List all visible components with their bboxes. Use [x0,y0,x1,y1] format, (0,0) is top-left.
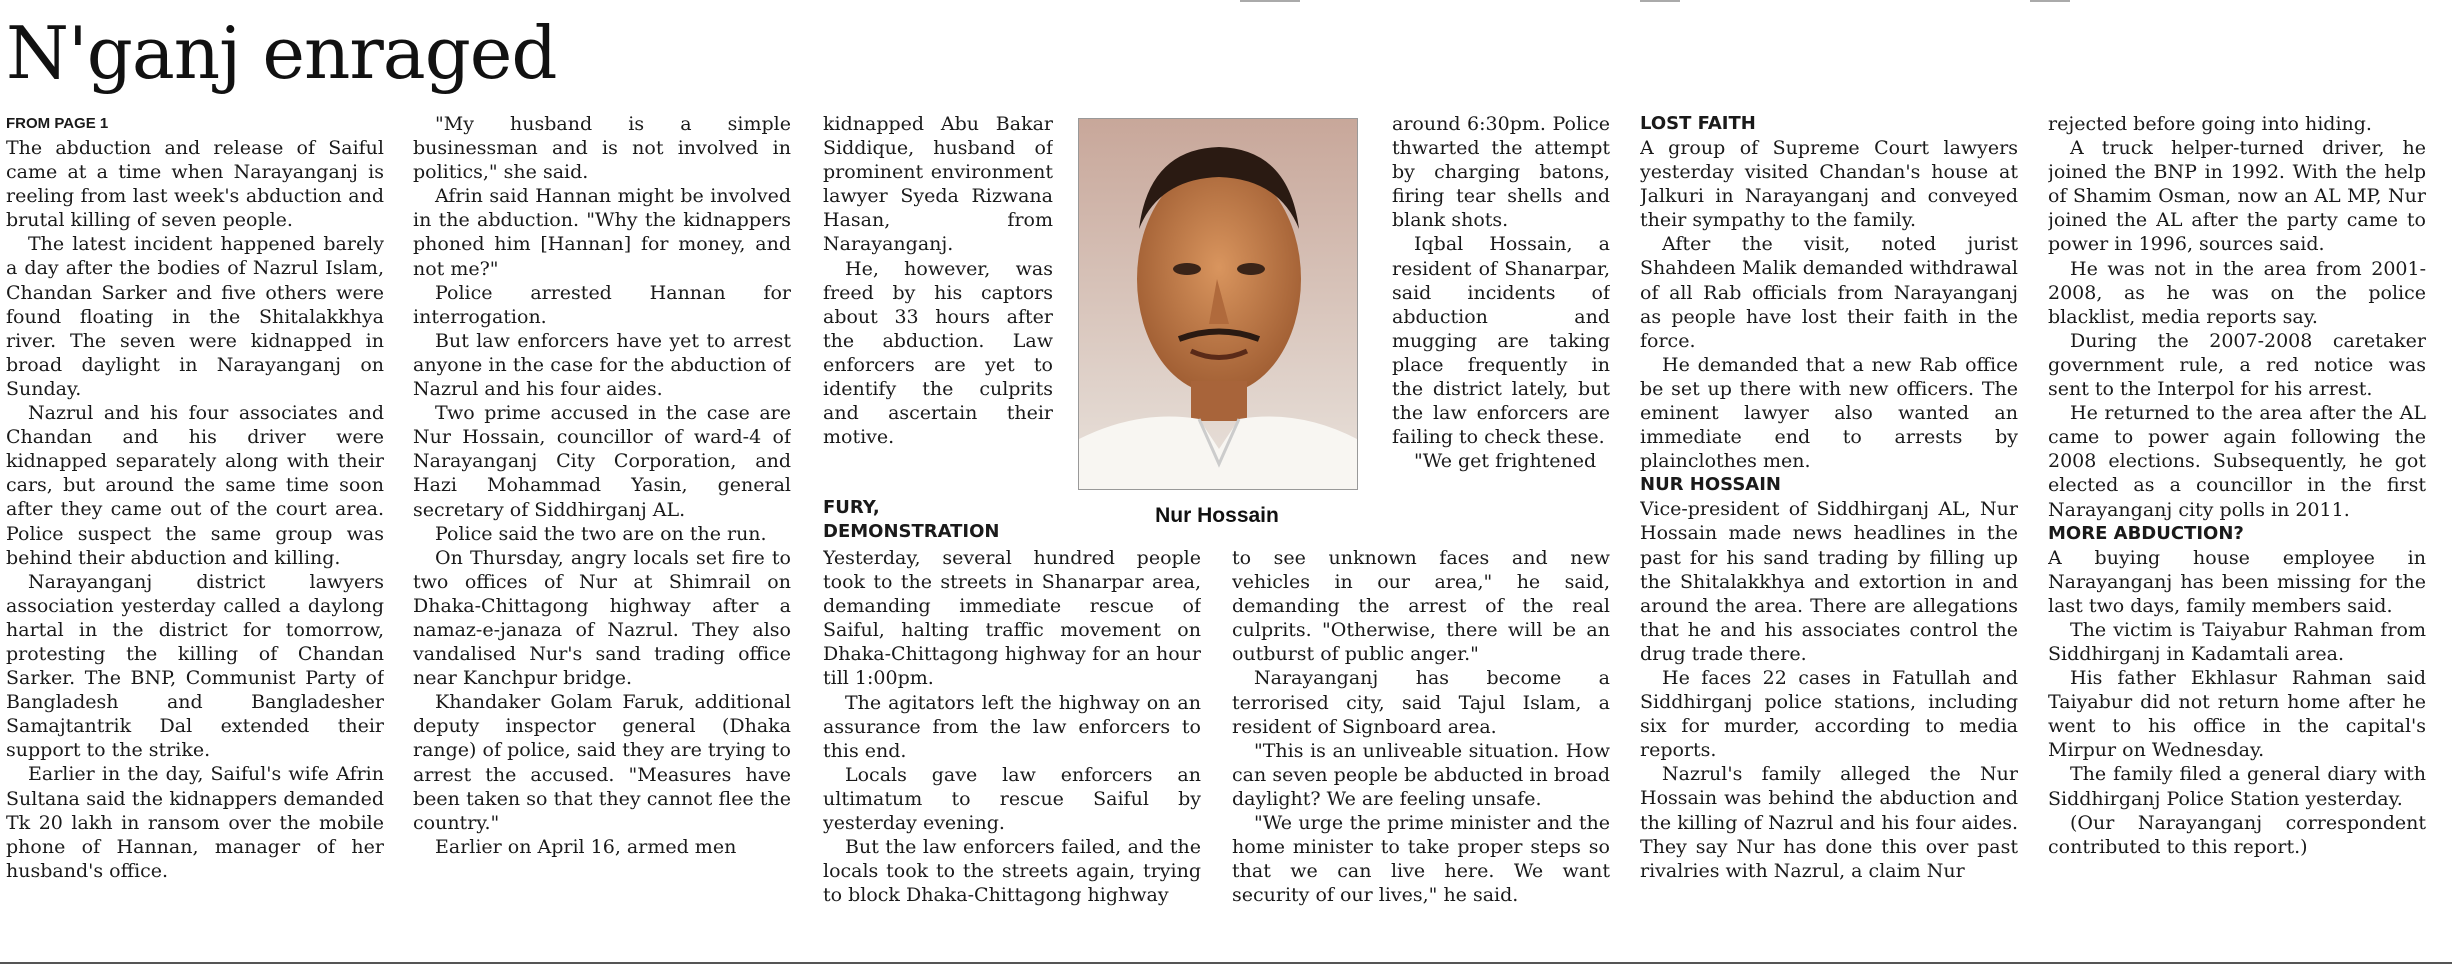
paragraph: (Our Narayanganj correspondent contributed to this report.) [2048,811,2426,858]
article-column-3-upper [823,112,1053,502]
article-column-3-lower [823,546,1201,907]
headline: N'ganj enraged [6,11,557,95]
subhead-lost-faith: LOST FAITH [1640,113,1756,134]
bottom-rule [0,962,2452,964]
paragraph: to see unknown faces and new vehicles in our area," he said, demanding the arrest of the real culprits. "Otherwise, there will be an outburst of public anger." [1232,547,1610,666]
paragraph: A buying house employee in Narayanganj has been missing for the last two days, family members said. [2048,546,2426,617]
paragraph: Afrin said Hannan might be involved in the abduction. "Why the kidnappers phoned him [Hannan] for money, and not me?" [413,185,791,280]
top-rule-fragment [1240,0,1300,2]
portrait-photo-icon [1079,119,1357,489]
top-rule-fragment [2030,0,2070,2]
paragraph: He was not in the area from 2001-2008, as he was on the police blacklist, media reports say. [2048,257,2426,328]
paragraph: Two prime accused in the case are Nur Hossain, councillor of ward-4 of Narayanganj City Corporation, and Hazi Mohammad Yasin, general secretary of Siddhirganj AL. [413,402,791,521]
paragraph: The abduction and release of Saiful came at a time when Narayanganj is reeling from last week's abduction and brutal killing of seven people. [6,137,384,232]
paragraph: A truck helper-turned driver, he joined the BNP in 1992. With the help of Shamim Osman, now an AL MP, Nur joined the AL after the party came to power in 1996, sources said. [2048,137,2426,256]
paragraph: The victim is Taiyabur Rahman from Siddhirganj in Kadamtali area. [2048,618,2426,665]
paragraph: Locals gave law enforcers an ultimatum to rescue Saiful by yesterday evening. [823,763,1201,835]
paragraph: Earlier in the day, Saiful's wife Afrin Sultana said the kidnappers demanded Tk 20 lakh in ransom over the mobile phone of Hannan, manager of her husband's office. [6,763,384,882]
paragraph: Earlier on April 16, armed men [435,835,737,858]
paragraph: He returned to the area after the AL came to power again following the 2008 elections. Subsequently, he got elected as a councillor in the first Narayanganj city polls in 2011. [2048,402,2426,521]
paragraph: During the 2007-2008 caretaker government rule, a red notice was sent to the Interpol for his arrest. [2048,329,2426,401]
article-column-4-lower [1232,546,1610,907]
photo-caption: Nur Hossain [1155,504,1279,527]
portrait-photo [1078,118,1358,490]
paragraph: On Thursday, angry locals set fire to two offices of Nur at Shimrail on Dhaka-Chittagong highway after a namaz-e-janaza of Nazrul. They also vandalised Nur's sand trading office near Kanchpur bridge. [413,546,791,690]
subhead-fury-demonstration: FURY, DEMONSTRATION [823,497,1000,542]
paragraph: He, however, was freed by his captors about 33 hours after the abduction. Law enforcers are yet to identify the culprits and ascertain their motive. [823,257,1053,449]
paragraph: The agitators left the highway on an assurance from the law enforcers to this end. [823,691,1201,762]
article-column-5 [1640,112,2018,883]
paragraph: The latest incident happened barely a day after the bodies of Nazrul Islam, Chandan Sarker and five others were found floating in the Shitalakkhya river. The seven were kidnapped in broad daylight in Narayanganj on Sunday. [6,233,384,400]
paragraph: rejected before going into hiding. [2048,113,2372,135]
paragraph: Khandaker Golam Faruk, additional deputy inspector general (Dhaka range) of police, said they are trying to arrest the accused. "Measures have been taken so that they cannot flee the country." [413,691,791,834]
paragraph: Police arrested Hannan for interrogation. [413,281,791,328]
paragraph: But the law enforcers failed, and the locals took to the streets again, trying to block Dhaka-Chittagong highway [823,836,1201,907]
article-column-2 [413,112,791,859]
paragraph: "We urge the prime minister and the home minister to take proper steps so that we can live here. We want security of our lives," he said. [1232,812,1610,907]
paragraph: A group of Supreme Court lawyers yesterday visited Chandan's house at Jalkuri in Narayanganj and conveyed their sympathy to the family. [1640,137,2018,232]
paragraph: The family filed a general diary with Siddhirganj Police Station yesterday. [2048,763,2426,810]
paragraph: Nazrul's family alleged the Nur Hossain was behind the abduction and the killing of Nazrul and his four aides. They say Nur has done this over past rivalries with Nazrul, a claim Nur [1640,763,2018,882]
paragraph: "My husband is a simple businessman and is not involved in politics," she said. [413,113,791,184]
paragraph: He demanded that a new Rab office be set up there with new officers. The eminent lawyer also wanted an immediate end to arrests by plainclothes men. [1640,353,2018,473]
subhead-more-abduction: MORE ABDUCTION? [2048,522,2244,544]
continuation-kicker: FROM PAGE 1 [6,115,109,132]
paragraph: "We get frightened [1414,450,1597,473]
article-column-1 [6,112,384,883]
paragraph: Narayanganj has become a terrorised city, said Tajul Islam, a resident of Signboard area. [1232,667,1610,738]
article-column-4-upper [1392,112,1610,473]
paragraph: His father Ekhlasur Rahman said Taiyabur did not return home after he went to his office in the capital's Mirpur on Wednesday. [2048,667,2426,762]
paragraph: Vice-president of Siddhirganj AL, Nur Hossain made news headlines in the past for his sand trading by filling up the Shitalakkhya and extortion in and around the area. There are allegations that he and his associates control the drug trade there. [1640,498,2018,665]
paragraph: After the visit, noted jurist Shahdeen Malik demanded withdrawal of all Rab officials from Narayanganj as people have lost their faith in the force. [1640,233,2018,352]
paragraph: Nazrul and his four associates and Chandan and his driver were kidnapped separately along with their cars, but around the same time soon after they came out of the court area. Police suspect the same group was behind their abduction and killing. [6,402,384,569]
article-column-6 [2048,112,2426,859]
paragraph: But law enforcers have yet to arrest anyone in the case for the abduction of Nazrul and his four aides. [413,329,791,401]
paragraph: Yesterday, several hundred people took to the streets in Shanarpar area, demanding immediate rescue of Saiful, halting traffic movement on Dhaka-Chittagong highway for an hour till 1:00pm. [823,547,1201,690]
paragraph: "This is an unliveable situation. How can seven people be abducted in broad daylight? We are feeling unsafe. [1232,739,1610,810]
paragraph: Police said the two are on the run. [435,522,767,545]
paragraph: kidnapped Abu Bakar Siddique, husband of prominent environment lawyer Syeda Rizwana Hasan, from Narayanganj. [823,113,1053,256]
subhead-nur-hossain: NUR HOSSAIN [1640,474,1781,496]
paragraph: He faces 22 cases in Fatullah and Siddhirganj police stations, including six for murder, according to media reports. [1640,666,2018,762]
paragraph: Narayanganj district lawyers association yesterday called a daylong hartal in the district for tomorrow, protesting the killing of Chandan Sarker. The BNP, Communist Party of Bangladesh and Bangladesher Samajtantrik Dal extended their support to the strike. [6,570,384,762]
paragraph: Iqbal Hossain, a resident of Shanarpar, said incidents of abduction and mugging are taking place frequently in the district lately, but the law enforcers are failing to check these. [1392,233,1610,449]
paragraph: around 6:30pm. Police thwarted the attempt by charging batons, firing tear shells and blank shots. [1392,113,1610,232]
top-rule-fragment [1640,0,1680,2]
